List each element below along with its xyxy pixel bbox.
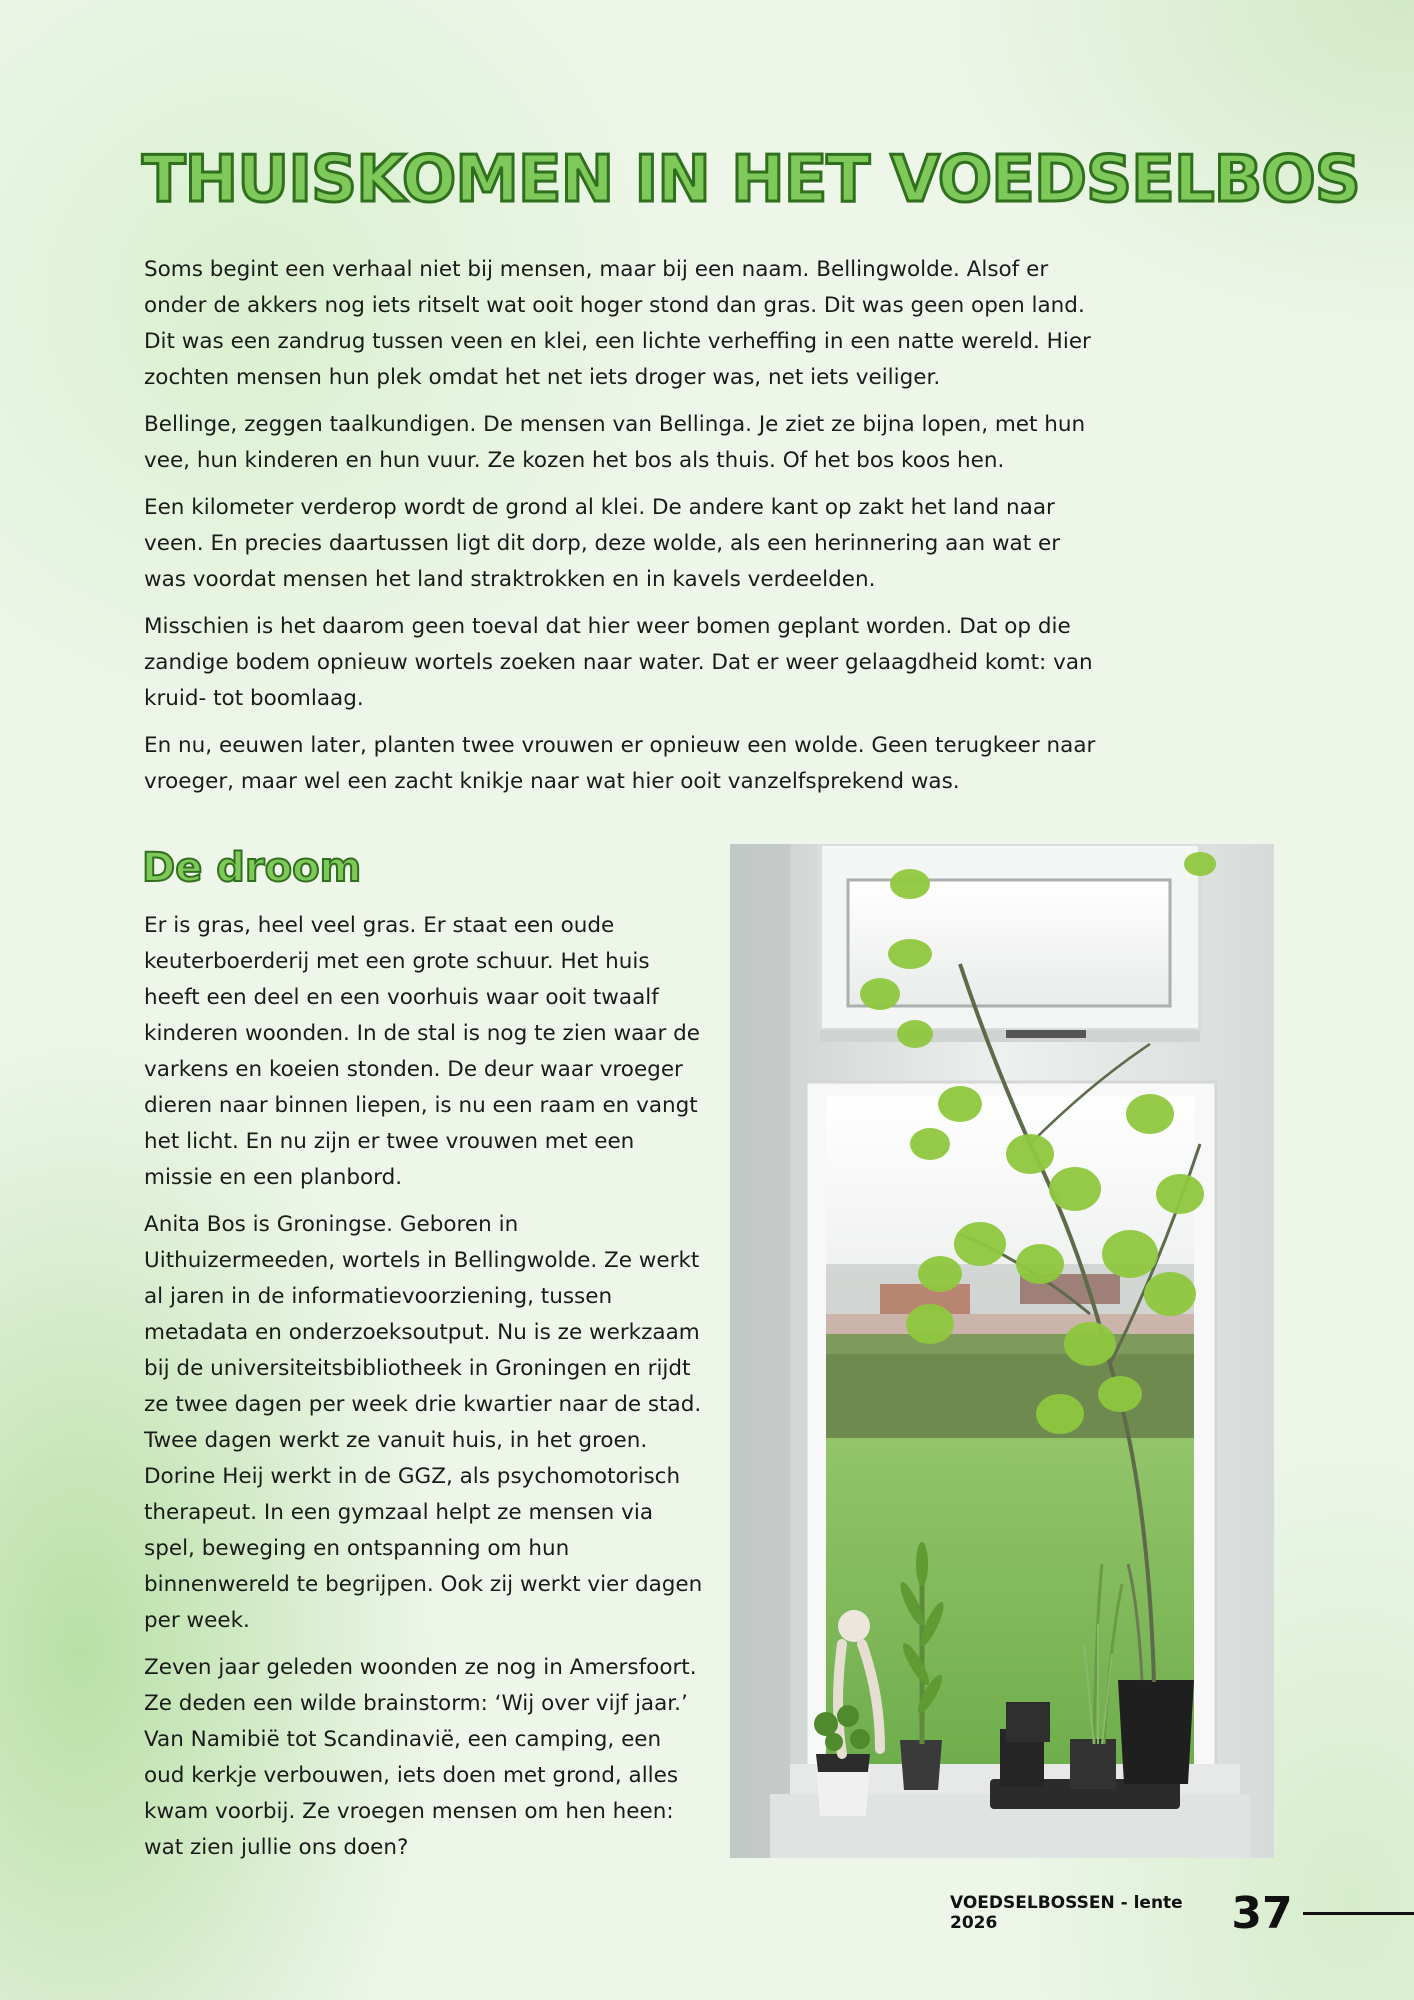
photo-illustration: [730, 844, 1274, 1858]
section-text: [144, 908, 704, 1877]
page-number: 37: [1231, 1887, 1293, 1939]
intro-text: [144, 252, 1104, 811]
intro-paragraph: Een kilometer verderop wordt de grond al klei. De andere kant op zakt het land naar veen. En precies daartussen ligt dit dorp, deze wolde, als een herinnering aan wat er was voordat mensen het land straktrokken en in kavels verdeelden.: [144, 495, 1061, 592]
intro-paragraph: Soms begint een verhaal niet bij mensen, maar bij een naam. Bellingwolde. Alsof er onder de akkers nog iets ritselt wat ooit hoger stond dan gras. Dit was geen open land. Dit was een zandrug tussen veen en klei, een lichte verheffing in een natte wereld. Hier zochten mensen hun plek omdat het net iets droger was, net iets veiliger.: [144, 257, 1091, 390]
intro-paragraph: Bellinge, zeggen taalkundigen. De mensen van Bellinga. Je ziet ze bijna lopen, met hun vee, hun kinderen en hun vuur. Ze kozen het bos als thuis. Of het bos koos hen.: [144, 412, 1086, 473]
section-paragraph: Zeven jaar geleden woonden ze nog in Amersfoort. Ze deden een wilde brainstorm: ‘Wij over vijf jaar.’ Van Namibië tot Scandinavië, een camping, een oud kerkje verbouwen, iets doen met grond, alles kwam voorbij. Ze vroegen mensen om hen heen: wat zien jullie ons doen?: [144, 1655, 697, 1860]
window-plants-photo: [730, 844, 1274, 1858]
intro-paragraph: Misschien is het daarom geen toeval dat hier weer bomen geplant worden. Dat op die zandige bodem opnieuw wortels zoeken naar water. Dat er weer gelaagdheid komt: van kruid- tot boomlaag.: [144, 614, 1093, 711]
article-title: THUISKOMEN IN HET VOEDSELBOS: [142, 143, 1360, 217]
section-title: De droom: [142, 845, 362, 891]
page-footer: [950, 1885, 1414, 1941]
section-paragraph: Anita Bos is Groningse. Geboren in Uithuizermeeden, wortels in Bellingwolde. Ze werkt al jaren in de informatievoorziening, tussen metadata en onderzoeksoutput. Nu is ze werkzaam bij de universiteitsbibliotheek in Groningen en rijdt ze twee dagen per week drie kwartier naar de stad. Twee dagen werkt ze vanuit huis, in het groen. Dorine Heij werkt in de GGZ, als psychomotorisch therapeut. In een gymzaal helpt ze mensen via spel, beweging en ontspanning om hun binnenwereld te begrijpen. Ook zij werkt vier dagen per week.: [144, 1212, 703, 1633]
magazine-issue: VOEDSELBOSSEN - lente 2026: [950, 1893, 1183, 1933]
footer-rule: [1303, 1912, 1414, 1915]
section-paragraph: Er is gras, heel veel gras. Er staat een oude keuterboerderij met een grote schuur. Het huis heeft een deel en een voorhuis waar ooit twaalf kinderen woonden. In de stal is nog te zien waar de varkens en koeien stonden. De deur waar vroeger dieren naar binnen liepen, is nu een raam en vangt het licht. En nu zijn er twee vrouwen met een missie en een planbord.: [144, 913, 700, 1190]
intro-paragraph: En nu, eeuwen later, planten twee vrouwen er opnieuw een wolde. Geen terugkeer naar vroeger, maar wel een zacht knikje naar wat hier ooit vanzelfsprekend was.: [144, 733, 1096, 794]
